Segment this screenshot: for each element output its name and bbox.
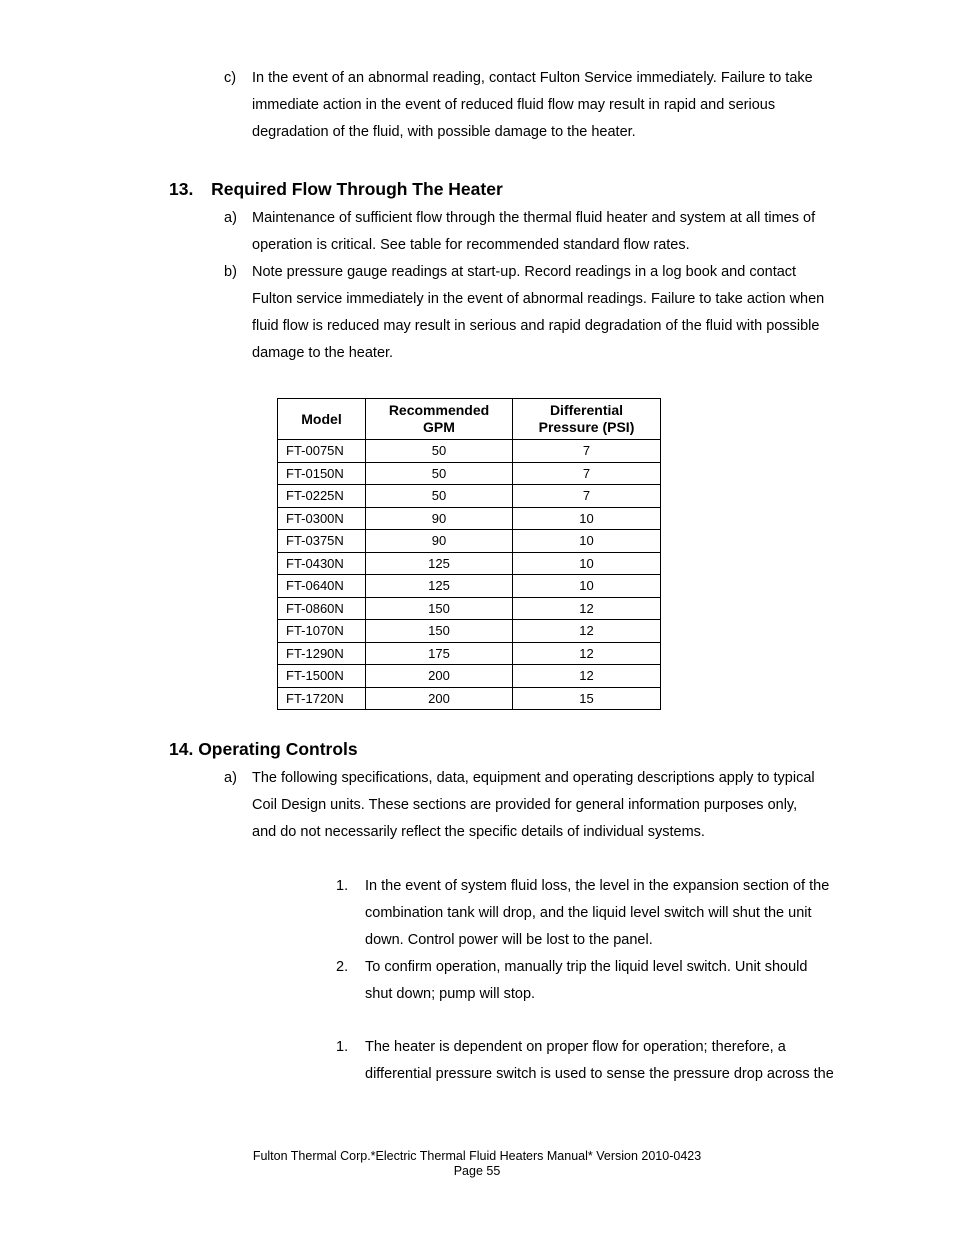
table-row [278,642,661,665]
list-item-c [224,65,884,146]
footer-title: Fulton Thermal Corp.*Electric Thermal Fluid Heaters Manual* Version 2010-0423 [252,1149,702,1163]
table-row [278,575,661,598]
item-text: The following specifications, data, equipment and operating descriptions apply to typical Coil Design units. These sections are provided for general information purposes only, and do not necessarily reflect the specific details of individual systems. [252,770,815,840]
psi-cell: 10 [513,530,661,553]
psi-cell: 7 [513,485,661,508]
table-row [278,507,661,530]
table-row [278,597,661,620]
table-row [278,440,661,463]
gpm-cell: 150 [366,597,513,620]
model-cell: FT-0640N [278,575,366,598]
model-cell: FT-0375N [278,530,366,553]
section-number: 13. [169,179,194,199]
item-text: Maintenance of sufficient flow through the thermal fluid heater and system at all times of operation is critical. See table for recommended standard flow rates. [252,210,816,253]
gpm-cell: 50 [366,440,513,463]
item-marker: a) [224,770,237,786]
numbered-item-2 [336,954,896,1008]
section-heading-13 [169,178,503,200]
gpm-cell: 90 [366,530,513,553]
gpm-cell: 90 [366,507,513,530]
psi-cell: 7 [513,462,661,485]
header-model: Model [278,399,366,440]
list-item-a [224,765,884,846]
psi-cell: 10 [513,507,661,530]
item-marker: c) [224,70,237,86]
flow-rate-table [277,398,661,710]
model-cell: FT-1500N [278,665,366,688]
psi-cell: 12 [513,665,661,688]
table-row [278,687,661,710]
psi-cell: 12 [513,642,661,665]
page-number: Page 55 [453,1164,501,1178]
item-marker: b) [224,264,237,280]
psi-cell: 15 [513,687,661,710]
item-text: In the event of system fluid loss, the level in the expansion section of the combination tank will drop, and the liquid level switch will shut the unit down. Control power will be lost to the panel. [365,878,830,948]
gpm-cell: 150 [366,620,513,643]
model-cell: FT-0075N [278,440,366,463]
section-title: Required Flow Through The Heater [211,179,503,199]
model-cell: FT-0150N [278,462,366,485]
gpm-cell: 125 [366,552,513,575]
table-header-row [278,399,661,440]
psi-cell: 12 [513,597,661,620]
numbered-item-1 [336,1034,896,1088]
gpm-cell: 200 [366,665,513,688]
gpm-cell: 175 [366,642,513,665]
psi-cell: 10 [513,575,661,598]
list-item-b [224,259,884,367]
model-cell: FT-1720N [278,687,366,710]
model-cell: FT-1070N [278,620,366,643]
item-text: The heater is dependent on proper flow for operation; therefore, a differential pressure switch is used to sense the pressure drop across the [365,1039,834,1082]
psi-cell: 7 [513,440,661,463]
item-text: In the event of an abnormal reading, contact Fulton Service immediately. Failure to take immediate action in the event of reduced fluid flow may result in rapid and serious degradation of the fluid, with possible damage to the heater. [252,70,813,140]
item-text: To confirm operation, manually trip the liquid level switch. Unit should shut down; pump will stop. [365,959,808,1002]
header-gpm: Recommended GPM [366,399,513,440]
item-text: Note pressure gauge readings at start-up. Record readings in a log book and contact Fulton service immediately in the event of abnormal readings. Failure to take action when fluid flow is reduced may result in serious and rapid degradation of the fluid with possible damage to the heater. [252,264,825,361]
list-item-a [224,205,884,259]
item-marker: 2. [336,959,349,975]
section-heading-14: 14. Operating Controls [169,739,358,759]
model-cell: FT-0300N [278,507,366,530]
table-row [278,530,661,553]
gpm-cell: 125 [366,575,513,598]
table-row [278,552,661,575]
page-footer [0,1149,954,1179]
psi-cell: 10 [513,552,661,575]
model-cell: FT-0860N [278,597,366,620]
header-differential-pressure: Differential Pressure (PSI) [513,399,661,440]
model-cell: FT-1290N [278,642,366,665]
model-cell: FT-0430N [278,552,366,575]
gpm-cell: 200 [366,687,513,710]
model-cell: FT-0225N [278,485,366,508]
table-row [278,665,661,688]
table-row [278,462,661,485]
gpm-cell: 50 [366,485,513,508]
gpm-cell: 50 [366,462,513,485]
item-marker: a) [224,210,237,226]
item-marker: 1. [336,878,349,894]
table-row [278,485,661,508]
psi-cell: 12 [513,620,661,643]
table-row [278,620,661,643]
numbered-item-1 [336,873,896,954]
item-marker: 1. [336,1039,349,1055]
